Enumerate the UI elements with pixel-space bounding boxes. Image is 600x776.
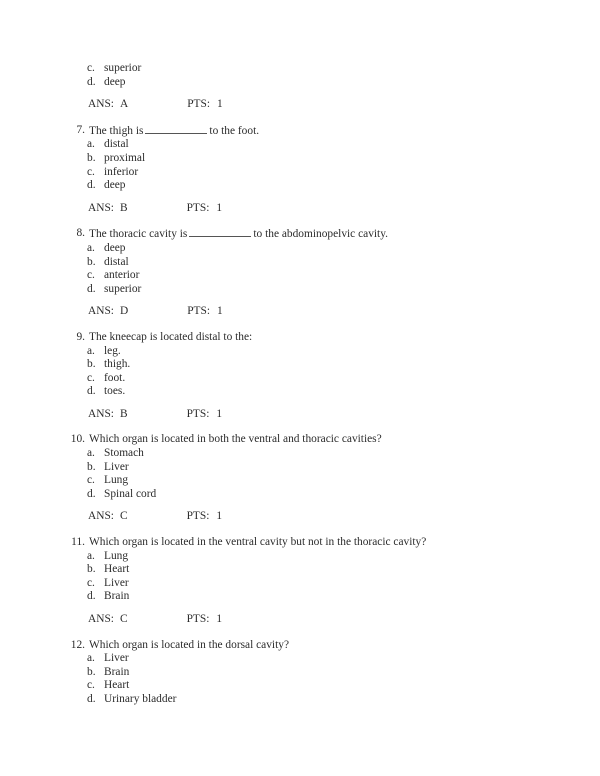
question-stem [0, 536, 600, 550]
list-item[interactable] [0, 563, 600, 577]
option-label: c. [87, 679, 95, 692]
option-label: a. [87, 241, 95, 254]
option-label: d. [87, 590, 96, 603]
option-text: Urinary bladder [104, 692, 177, 705]
question-stem [0, 227, 600, 242]
answer-label: ANS: [88, 613, 114, 625]
option-list [0, 447, 600, 501]
option-label: b. [87, 151, 96, 164]
answer-line [0, 202, 600, 216]
section-spacer [0, 215, 600, 227]
points-label: PTS: [186, 407, 210, 420]
option-label: d. [87, 487, 96, 500]
option-list [0, 62, 600, 89]
list-item[interactable] [0, 179, 600, 193]
option-list [0, 242, 600, 296]
list-item[interactable] [0, 62, 600, 76]
stem-before: The thoracic cavity is [89, 228, 188, 241]
points-label: PTS: [186, 613, 210, 625]
option-label: b. [87, 563, 96, 576]
question-text [89, 227, 388, 242]
option-text: foot. [104, 371, 126, 384]
list-item[interactable] [0, 269, 600, 283]
answer-label: ANS: [88, 201, 114, 214]
points-value: 1 [216, 201, 223, 214]
option-label: c. [87, 165, 95, 178]
option-text: toes. [104, 385, 126, 398]
option-list [0, 138, 600, 192]
answer-value: D [119, 305, 129, 318]
list-item[interactable] [0, 666, 600, 680]
partial-question-top [0, 62, 600, 112]
question-10 [0, 433, 600, 524]
answer-label: ANS: [88, 407, 114, 420]
answer-label: ANS: [88, 510, 114, 523]
list-item[interactable] [0, 693, 600, 707]
list-item[interactable] [0, 358, 600, 372]
list-item[interactable] [0, 474, 600, 488]
option-text: Spinal cord [104, 487, 157, 500]
fill-in-blank [189, 227, 251, 237]
answer-label: ANS: [88, 305, 114, 318]
answer-value: B [119, 407, 128, 420]
points-value: 1 [216, 613, 223, 625]
question-stem [0, 433, 600, 447]
list-item[interactable] [0, 590, 600, 604]
question-number: 10. [70, 433, 85, 446]
question-number: 9. [76, 330, 85, 343]
section-spacer [0, 524, 600, 536]
list-item[interactable] [0, 256, 600, 270]
answer-line [0, 408, 600, 422]
question-number: 12. [70, 638, 85, 651]
list-item[interactable] [0, 652, 600, 666]
answer-line [0, 510, 600, 524]
option-text: thigh. [104, 358, 131, 371]
option-label: a. [87, 447, 95, 460]
points-value: 1 [216, 305, 223, 318]
list-item[interactable] [0, 577, 600, 591]
list-item[interactable] [0, 138, 600, 152]
question-list [0, 62, 600, 707]
option-text: leg. [104, 344, 121, 357]
list-item[interactable] [0, 372, 600, 386]
option-text: deep [104, 241, 126, 254]
option-text: Brain [104, 590, 130, 603]
option-label: d. [87, 75, 96, 88]
answer-value: C [119, 613, 128, 625]
points-label: PTS: [186, 201, 210, 214]
option-label: d. [87, 179, 96, 192]
option-label: b. [87, 665, 96, 678]
list-item[interactable] [0, 76, 600, 90]
option-label: d. [87, 282, 96, 295]
points-value: 1 [216, 98, 223, 111]
list-item[interactable] [0, 242, 600, 256]
question-stem [0, 639, 600, 653]
answer-label: ANS: [88, 98, 114, 111]
list-item[interactable] [0, 166, 600, 180]
option-label: c. [87, 576, 95, 589]
question-stem [0, 124, 600, 139]
option-text: proximal [104, 151, 146, 164]
section-spacer [0, 319, 600, 331]
option-text: Lung [104, 474, 129, 487]
option-text: Brain [104, 665, 130, 678]
option-label: b. [87, 460, 96, 473]
points-label: PTS: [187, 98, 210, 111]
question-11 [0, 536, 600, 627]
list-item[interactable] [0, 385, 600, 399]
points-label: PTS: [186, 510, 210, 523]
option-text: distal [104, 138, 129, 151]
list-item[interactable] [0, 283, 600, 297]
stem-after: to the abdominopelvic cavity. [253, 228, 389, 241]
option-label: a. [87, 138, 95, 151]
option-text: superior [104, 62, 142, 74]
option-text: deep [104, 75, 126, 88]
option-label: b. [87, 255, 96, 268]
points-label: PTS: [187, 305, 210, 318]
option-text: Lung [104, 549, 129, 562]
section-spacer [0, 421, 600, 433]
option-label: d. [87, 692, 96, 705]
option-text: Liver [104, 460, 129, 473]
option-label: c. [87, 371, 95, 384]
list-item[interactable] [0, 461, 600, 475]
question-8 [0, 227, 600, 319]
option-label: a. [87, 344, 95, 357]
answer-value: C [119, 510, 128, 523]
question-number: 7. [76, 123, 85, 136]
option-label: a. [87, 652, 95, 665]
question-text [89, 124, 259, 139]
fill-in-blank [145, 124, 207, 134]
option-label: c. [87, 474, 95, 487]
section-spacer [0, 627, 600, 639]
answer-value: B [119, 201, 128, 214]
option-label: a. [87, 549, 95, 562]
question-text: Which organ is located in both the ventral and thoracic cavities? [89, 433, 382, 446]
question-number: 8. [76, 227, 85, 240]
question-7 [0, 124, 600, 216]
option-label: b. [87, 358, 96, 371]
option-text: Liver [104, 652, 129, 665]
section-spacer [0, 112, 600, 124]
option-text: superior [104, 282, 142, 295]
stem-after: to the foot. [209, 124, 260, 137]
option-list [0, 550, 600, 604]
question-number: 11. [71, 536, 85, 549]
list-item[interactable] [0, 488, 600, 502]
list-item[interactable] [0, 152, 600, 166]
question-text: Which organ is located in the dorsal cavity? [89, 638, 290, 651]
option-label: d. [87, 385, 96, 398]
option-list [0, 652, 600, 706]
option-label: c. [87, 269, 95, 282]
question-9 [0, 331, 600, 422]
points-value: 1 [216, 510, 223, 523]
answer-value: A [119, 98, 129, 111]
option-text: Liver [104, 576, 129, 589]
question-stem [0, 331, 600, 345]
answer-line [0, 305, 600, 319]
points-value: 1 [216, 407, 223, 420]
option-text: deep [104, 179, 126, 192]
option-text: Stomach [104, 447, 144, 460]
question-text: The kneecap is located distal to the: [89, 330, 253, 343]
option-label: c. [87, 62, 95, 74]
option-list [0, 345, 600, 399]
list-item[interactable] [0, 550, 600, 564]
list-item[interactable] [0, 345, 600, 359]
list-item[interactable] [0, 447, 600, 461]
answer-line [0, 98, 600, 112]
option-text: distal [104, 255, 129, 268]
option-text: Heart [104, 563, 130, 576]
option-text: Heart [104, 679, 130, 692]
list-item[interactable] [0, 679, 600, 693]
question-12 [0, 639, 600, 707]
stem-before: The thigh is [89, 124, 144, 137]
option-text: anterior [104, 269, 140, 282]
question-text: Which organ is located in the ventral cavity but not in the thoracic cavity? [89, 536, 427, 549]
answer-line [0, 613, 600, 627]
option-text: inferior [104, 165, 139, 178]
